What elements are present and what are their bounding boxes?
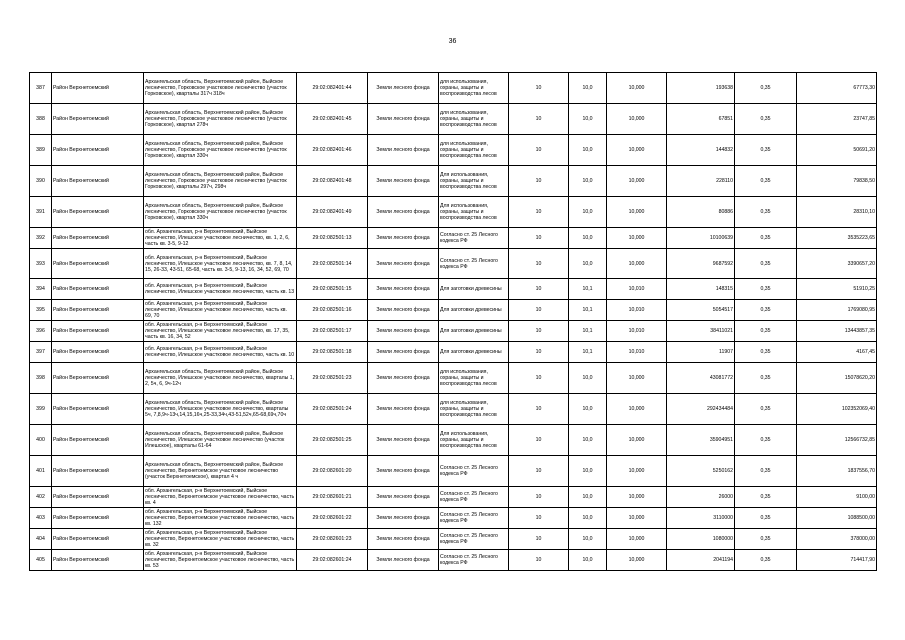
rate-value: 0,35 <box>735 249 797 279</box>
cadastral-sum: 1837556,70 <box>797 456 877 487</box>
rate-value: 0,35 <box>735 321 797 342</box>
col-value-1: 10 <box>509 550 569 571</box>
cadastral-number: 29:02:082501:15 <box>297 279 368 300</box>
land-category: Земли лесного фонда <box>368 197 439 228</box>
district: Район Верхнетоемский <box>52 197 144 228</box>
table-row <box>30 300 877 321</box>
area-value: 9687592 <box>667 249 735 279</box>
row-number: 399 <box>30 394 52 425</box>
col-value-3: 10,010 <box>607 342 667 363</box>
area-value: 11907 <box>667 342 735 363</box>
permitted-use: Для использования, охраны, защиты и воспроизводства лесов <box>439 425 509 456</box>
col-value-1: 10 <box>509 104 569 135</box>
col-value-2: 10,0 <box>569 487 607 508</box>
table-row <box>30 228 877 249</box>
permitted-use: для использования, охраны, защиты и воспроизводства лесов <box>439 135 509 166</box>
rate-value: 0,35 <box>735 425 797 456</box>
rate-value: 0,35 <box>735 300 797 321</box>
land-category: Земли лесного фонда <box>368 73 439 104</box>
area-value: 228110 <box>667 166 735 197</box>
col-value-1: 10 <box>509 228 569 249</box>
col-value-2: 10,0 <box>569 228 607 249</box>
rate-value: 0,35 <box>735 135 797 166</box>
permitted-use: Для заготовки древесины <box>439 321 509 342</box>
address: обл. Архангельская, р-н Верхнетоемский, Выйское лесничество, Верхнетоемское участковое лесничество, часть кв. 132 <box>144 508 297 529</box>
col-value-3: 10,000 <box>607 228 667 249</box>
page-number: 36 <box>448 38 457 45</box>
col-value-1: 10 <box>509 73 569 104</box>
cadastral-sum: 3535223,65 <box>797 228 877 249</box>
cadastral-number: 29:02:082601:23 <box>297 529 368 550</box>
row-number: 393 <box>30 249 52 279</box>
area-value: 67851 <box>667 104 735 135</box>
col-value-3: 10,000 <box>607 197 667 228</box>
row-number: 404 <box>30 529 52 550</box>
cadastral-number: 29:02:082401:49 <box>297 197 368 228</box>
address: обл. Архангельская, р-н Верхнетоемский, Выйское лесничество, Верхнетоемское участковое лесничество, часть кв. 32 <box>144 529 297 550</box>
permitted-use: для использования, охраны, защиты и воспроизводства лесов <box>439 104 509 135</box>
address: Архангельская область, Верхнетоемский район, Выйское лесничество, Горковское участковое лесничество (участок Горковское), квартал 330ч <box>144 197 297 228</box>
col-value-3: 10,000 <box>607 425 667 456</box>
rate-value: 0,35 <box>735 342 797 363</box>
col-value-3: 10,000 <box>607 363 667 394</box>
table-row <box>30 456 877 487</box>
row-number: 397 <box>30 342 52 363</box>
rate-value: 0,35 <box>735 363 797 394</box>
address: Архангельская область, Верхнетоемский район, Выйское лесничество, Илешское участковое лесничество (участок Илешское), кварталы 61-64 <box>144 425 297 456</box>
land-category: Земли лесного фонда <box>368 135 439 166</box>
cadastral-number: 29:02:082601:22 <box>297 508 368 529</box>
cadastral-number: 29:02:082401:45 <box>297 104 368 135</box>
col-value-3: 10,000 <box>607 104 667 135</box>
col-value-3: 10,000 <box>607 550 667 571</box>
cadastral-sum: 3390657,20 <box>797 249 877 279</box>
cadastral-number: 29:02:082501:18 <box>297 342 368 363</box>
land-registry-table <box>29 72 877 571</box>
district: Район Верхнетоемский <box>52 425 144 456</box>
cadastral-sum: 12566732,85 <box>797 425 877 456</box>
permitted-use: Согласно ст. 25 Лесного кодекса РФ <box>439 508 509 529</box>
table-row <box>30 135 877 166</box>
address: Архангельская область, Верхнетоемский район, Выйское лесничество, Горковское участковое лесничество (участок Горковское), кварталы 297ч, 298ч <box>144 166 297 197</box>
col-value-2: 10,1 <box>569 342 607 363</box>
cadastral-sum: 714417,90 <box>797 550 877 571</box>
row-number: 395 <box>30 300 52 321</box>
cadastral-sum: 50691,20 <box>797 135 877 166</box>
table-body <box>30 73 877 571</box>
cadastral-number: 29:02:082601:21 <box>297 487 368 508</box>
col-value-1: 10 <box>509 321 569 342</box>
area-value: 5250162 <box>667 456 735 487</box>
address: обл. Архангельская, р-н Верхнетоемский, Выйское лесничество, Илешское участковое лесничество, кв. 7, 8, 14, 15, 26-33, 43-51, 65-68, часть кв. 3-5, 9-13, 16, 34, 52, 69, 70 <box>144 249 297 279</box>
rate-value: 0,35 <box>735 197 797 228</box>
row-number: 398 <box>30 363 52 394</box>
cadastral-number: 29:02:082501:13 <box>297 228 368 249</box>
rate-value: 0,35 <box>735 550 797 571</box>
table-row <box>30 279 877 300</box>
address: Архангельская область, Верхнетоемский район, Выйское лесничество, Горковское участковое лесничество (участок Горковское), квартал 278ч <box>144 104 297 135</box>
rate-value: 0,35 <box>735 487 797 508</box>
col-value-3: 10,000 <box>607 249 667 279</box>
table-row <box>30 166 877 197</box>
col-value-2: 10,0 <box>569 550 607 571</box>
rate-value: 0,35 <box>735 166 797 197</box>
col-value-1: 10 <box>509 425 569 456</box>
col-value-1: 10 <box>509 197 569 228</box>
col-value-3: 10,010 <box>607 279 667 300</box>
row-number: 405 <box>30 550 52 571</box>
cadastral-sum: 15078620,20 <box>797 363 877 394</box>
cadastral-number: 29:02:082501:16 <box>297 300 368 321</box>
col-value-1: 10 <box>509 363 569 394</box>
area-value: 80886 <box>667 197 735 228</box>
district: Район Верхнетоемский <box>52 321 144 342</box>
cadastral-number: 29:02:082601:20 <box>297 456 368 487</box>
address: обл. Архангельская, р-н Верхнетоемский, Выйское лесничество, Илешское участковое лесничество, часть кв. 10 <box>144 342 297 363</box>
col-value-1: 10 <box>509 300 569 321</box>
address: обл. Архангельская, р-н Верхнетоемский, Выйское лесничество, Илешское участковое лесничество, кв. 17, 35, часть кв. 16, 34, 52 <box>144 321 297 342</box>
district: Район Верхнетоемский <box>52 529 144 550</box>
row-number: 400 <box>30 425 52 456</box>
col-value-2: 10,0 <box>569 197 607 228</box>
land-category: Земли лесного фонда <box>368 249 439 279</box>
land-category: Земли лесного фонда <box>368 529 439 550</box>
col-value-2: 10,0 <box>569 508 607 529</box>
col-value-3: 10,000 <box>607 456 667 487</box>
col-value-1: 10 <box>509 166 569 197</box>
cadastral-number: 29:02:082501:25 <box>297 425 368 456</box>
row-number: 387 <box>30 73 52 104</box>
cadastral-sum: 67773,30 <box>797 73 877 104</box>
cadastral-sum: 102352069,40 <box>797 394 877 425</box>
col-value-1: 10 <box>509 279 569 300</box>
district: Район Верхнетоемский <box>52 508 144 529</box>
row-number: 392 <box>30 228 52 249</box>
col-value-1: 10 <box>509 394 569 425</box>
col-value-1: 10 <box>509 342 569 363</box>
cadastral-sum: 1769080,95 <box>797 300 877 321</box>
rate-value: 0,35 <box>735 104 797 135</box>
row-number: 401 <box>30 456 52 487</box>
col-value-1: 10 <box>509 456 569 487</box>
district: Район Верхнетоемский <box>52 166 144 197</box>
rate-value: 0,35 <box>735 394 797 425</box>
district: Район Верхнетоемский <box>52 363 144 394</box>
col-value-2: 10,0 <box>569 166 607 197</box>
col-value-3: 10,000 <box>607 73 667 104</box>
district: Район Верхнетоемский <box>52 456 144 487</box>
area-value: 10100639 <box>667 228 735 249</box>
col-value-3: 10,010 <box>607 321 667 342</box>
cadastral-sum: 51910,25 <box>797 279 877 300</box>
permitted-use: Согласно ст. 25 Лесного кодекса РФ <box>439 456 509 487</box>
col-value-2: 10,0 <box>569 363 607 394</box>
table-row <box>30 550 877 571</box>
land-category: Земли лесного фонда <box>368 508 439 529</box>
row-number: 396 <box>30 321 52 342</box>
land-category: Земли лесного фонда <box>368 363 439 394</box>
area-value: 3110000 <box>667 508 735 529</box>
land-category: Земли лесного фонда <box>368 228 439 249</box>
land-category: Земли лесного фонда <box>368 456 439 487</box>
land-category: Земли лесного фонда <box>368 104 439 135</box>
table-row <box>30 363 877 394</box>
col-value-2: 10,0 <box>569 73 607 104</box>
district: Район Верхнетоемский <box>52 550 144 571</box>
permitted-use: Для заготовки древесины <box>439 342 509 363</box>
permitted-use: для использования, охраны, защиты и воспроизводства лесов <box>439 363 509 394</box>
address: Архангельская область, Верхнетоемский район, Выйское лесничество, Горковское участковое лесничество (участок Горковское), квартал 330ч <box>144 135 297 166</box>
row-number: 394 <box>30 279 52 300</box>
permitted-use: Согласно ст. 25 Лесного кодекса РФ <box>439 487 509 508</box>
table-row <box>30 249 877 279</box>
col-value-1: 10 <box>509 487 569 508</box>
address: Архангельская область, Верхнетоемский район, Выйское лесничество, Верхнетоемское участковое лесничество (участок Верхнетоемское), квартал 4 ч <box>144 456 297 487</box>
row-number: 402 <box>30 487 52 508</box>
area-value: 38411021 <box>667 321 735 342</box>
permitted-use: Для использования, охраны, защиты и воспроизводства лесов <box>439 166 509 197</box>
cadastral-sum: 9100,00 <box>797 487 877 508</box>
rate-value: 0,35 <box>735 529 797 550</box>
district: Район Верхнетоемский <box>52 487 144 508</box>
table-row <box>30 394 877 425</box>
area-value: 193638 <box>667 73 735 104</box>
area-value: 43081772 <box>667 363 735 394</box>
table-row <box>30 342 877 363</box>
permitted-use: Согласно ст. 25 Лесного кодекса РФ <box>439 529 509 550</box>
col-value-3: 10,000 <box>607 529 667 550</box>
col-value-1: 10 <box>509 249 569 279</box>
permitted-use: для использования, охраны, защиты и воспроизводства лесов <box>439 394 509 425</box>
cadastral-sum: 4167,45 <box>797 342 877 363</box>
permitted-use: Согласно ст. 25 Лесного кодекса РФ <box>439 249 509 279</box>
rate-value: 0,35 <box>735 228 797 249</box>
col-value-3: 10,000 <box>607 166 667 197</box>
table-row <box>30 529 877 550</box>
address: Архангельская область, Верхнетоемский район, Выйское лесничество, Илешское участковое лесничество, кварталы 1, 2, 5ч, 6, 9ч-12ч <box>144 363 297 394</box>
land-category: Земли лесного фонда <box>368 550 439 571</box>
permitted-use: Согласно ст. 25 Лесного кодекса РФ <box>439 228 509 249</box>
area-value: 5054517 <box>667 300 735 321</box>
table-row <box>30 197 877 228</box>
land-category: Земли лесного фонда <box>368 487 439 508</box>
col-value-3: 10,000 <box>607 135 667 166</box>
rate-value: 0,35 <box>735 279 797 300</box>
col-value-3: 10,000 <box>607 508 667 529</box>
address: Архангельская область, Верхнетоемский район, Выйское лесничество, Горковское участковое лесничество (участок Горковское), кварталы 317ч 318ч <box>144 73 297 104</box>
row-number: 403 <box>30 508 52 529</box>
land-category: Земли лесного фонда <box>368 342 439 363</box>
district: Район Верхнетоемский <box>52 279 144 300</box>
area-value: 35904951 <box>667 425 735 456</box>
cadastral-number: 29:02:082401:48 <box>297 166 368 197</box>
col-value-3: 10,010 <box>607 300 667 321</box>
address: обл. Архангельская, р-н Верхнетоемский, Выйское лесничество, Илешское участковое лесничество, часть кв. 69, 70 <box>144 300 297 321</box>
land-category: Земли лесного фонда <box>368 425 439 456</box>
row-number: 390 <box>30 166 52 197</box>
cadastral-sum: 1088500,00 <box>797 508 877 529</box>
col-value-2: 10,0 <box>569 135 607 166</box>
col-value-2: 10,0 <box>569 456 607 487</box>
district: Район Верхнетоемский <box>52 249 144 279</box>
table-row <box>30 321 877 342</box>
land-category: Земли лесного фонда <box>368 394 439 425</box>
col-value-2: 10,1 <box>569 279 607 300</box>
table-row <box>30 487 877 508</box>
area-value: 1080000 <box>667 529 735 550</box>
cadastral-number: 29:02:082501:14 <box>297 249 368 279</box>
address: обл. Архангельская, р-н Верхнетоемский, Выйское лесничество, Верхнетоемское участковое лесничество, часть кв. 53 <box>144 550 297 571</box>
cadastral-sum: 23747,85 <box>797 104 877 135</box>
permitted-use: Для заготовки древесины <box>439 300 509 321</box>
col-value-2: 10,0 <box>569 104 607 135</box>
col-value-1: 10 <box>509 135 569 166</box>
district: Район Верхнетоемский <box>52 228 144 249</box>
cadastral-number: 29:02:082501:24 <box>297 394 368 425</box>
area-value: 148315 <box>667 279 735 300</box>
district: Район Верхнетоемский <box>52 104 144 135</box>
rate-value: 0,35 <box>735 456 797 487</box>
cadastral-sum: 28310,10 <box>797 197 877 228</box>
cadastral-number: 29:02:082401:46 <box>297 135 368 166</box>
col-value-2: 10,0 <box>569 394 607 425</box>
rate-value: 0,35 <box>735 73 797 104</box>
table-row <box>30 425 877 456</box>
cadastral-sum: 79838,50 <box>797 166 877 197</box>
district: Район Верхнетоемский <box>52 342 144 363</box>
permitted-use: для использования, охраны, защиты и воспроизводства лесов <box>439 73 509 104</box>
row-number: 389 <box>30 135 52 166</box>
permitted-use: Согласно ст. 25 Лесного кодекса РФ <box>439 550 509 571</box>
table-row <box>30 104 877 135</box>
table-row <box>30 508 877 529</box>
col-value-2: 10,0 <box>569 529 607 550</box>
land-category: Земли лесного фонда <box>368 279 439 300</box>
land-category: Земли лесного фонда <box>368 166 439 197</box>
district: Район Верхнетоемский <box>52 394 144 425</box>
cadastral-number: 29:02:082501:17 <box>297 321 368 342</box>
col-value-2: 10,0 <box>569 425 607 456</box>
area-value: 292434484 <box>667 394 735 425</box>
permitted-use: Для заготовки древесины <box>439 279 509 300</box>
area-value: 144832 <box>667 135 735 166</box>
permitted-use: Для использования, охраны, защиты и воспроизводства лесов <box>439 197 509 228</box>
table-row <box>30 73 877 104</box>
cadastral-sum: 13443857,35 <box>797 321 877 342</box>
district: Район Верхнетоемский <box>52 135 144 166</box>
land-category: Земли лесного фонда <box>368 300 439 321</box>
address: обл. Архангельская, р-н Верхнетоемский, Выйское лесничество, Илешское участковое лесничество, кв. 1, 2, 6, часть кв. 3-5, 9-12 <box>144 228 297 249</box>
address: обл. Архангельская, р-н Верхнетоемский, Выйское лесничество, Илешское участковое лесничество, часть кв. 13 <box>144 279 297 300</box>
cadastral-number: 29:02:082601:24 <box>297 550 368 571</box>
district: Район Верхнетоемский <box>52 73 144 104</box>
row-number: 391 <box>30 197 52 228</box>
col-value-2: 10,1 <box>569 321 607 342</box>
address: обл. Архангельская, р-н Верхнетоемский, Выйское лесничество, Верхнетоемское участковое лесничество, часть кв. 4 <box>144 487 297 508</box>
row-number: 388 <box>30 104 52 135</box>
col-value-1: 10 <box>509 529 569 550</box>
cadastral-number: 29:02:082501:23 <box>297 363 368 394</box>
area-value: 26000 <box>667 487 735 508</box>
col-value-2: 10,1 <box>569 300 607 321</box>
col-value-1: 10 <box>509 508 569 529</box>
land-category: Земли лесного фонда <box>368 321 439 342</box>
col-value-3: 10,000 <box>607 394 667 425</box>
address: Архангельская область, Верхнетоемский район, Выйское лесничество, Илешское участковое лесничество, кварталы 5ч, 7,8,9ч-13ч,14,15,16ч,25-33,34ч,43-51,52ч,65-68,69ч,70ч <box>144 394 297 425</box>
cadastral-number: 29:02:082401:44 <box>297 73 368 104</box>
col-value-3: 10,000 <box>607 487 667 508</box>
cadastral-sum: 378000,00 <box>797 529 877 550</box>
district: Район Верхнетоемский <box>52 300 144 321</box>
col-value-2: 10,0 <box>569 249 607 279</box>
area-value: 2041194 <box>667 550 735 571</box>
rate-value: 0,35 <box>735 508 797 529</box>
